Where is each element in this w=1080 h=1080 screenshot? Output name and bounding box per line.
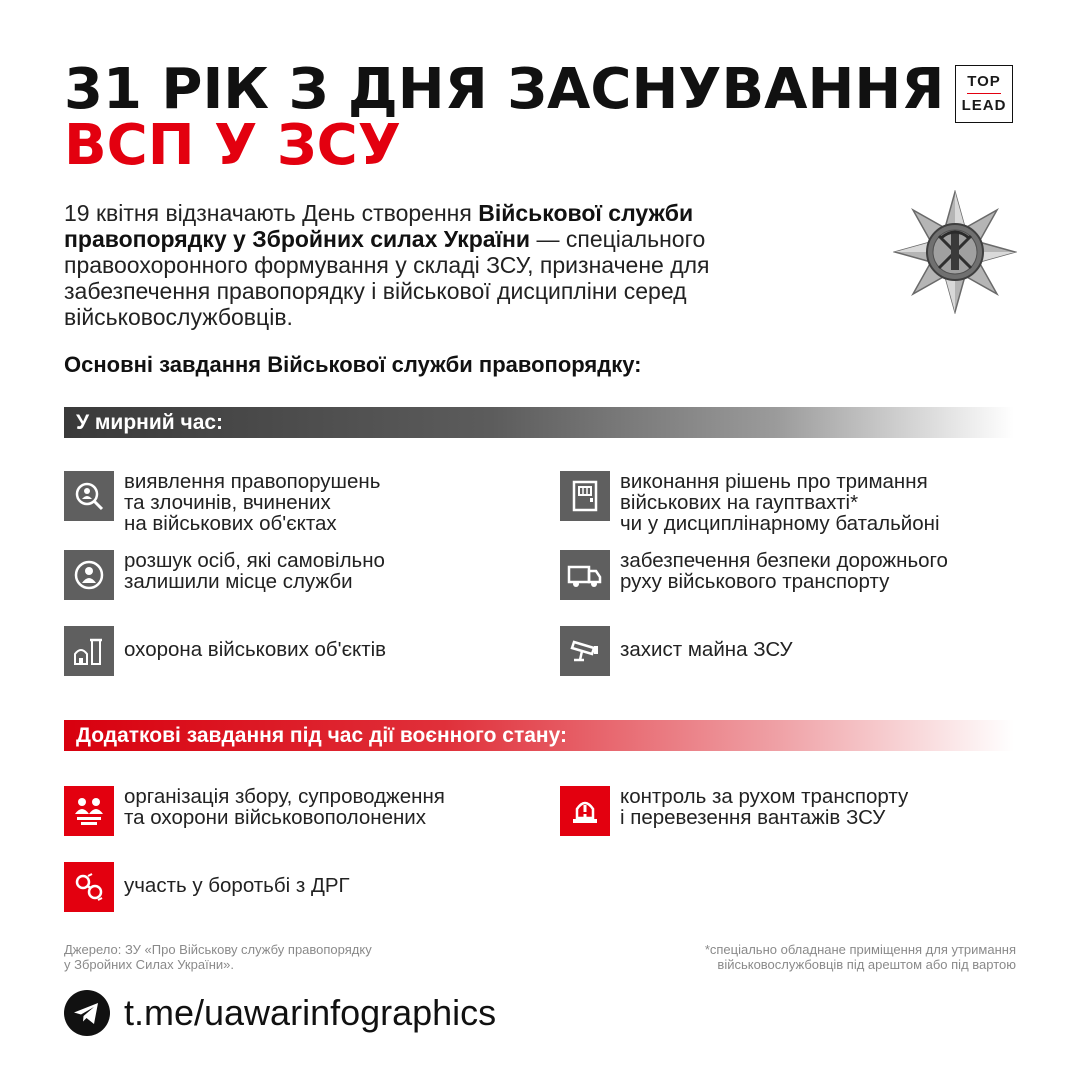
- siren-icon: [560, 786, 610, 836]
- martial-law-banner-label: Додаткові завдання під час дії воєнного стану:: [76, 723, 567, 747]
- intro-paragraph: [64, 200, 824, 330]
- logo-top-text: TOP: [967, 73, 1001, 90]
- task-text: виявлення правопорушень та злочинів, вчинених на військових об'єктах: [124, 470, 381, 535]
- task-item: [560, 550, 948, 600]
- page-title: 31 РІК З ДНЯ ЗАСНУВАННЯ: [64, 57, 945, 122]
- task-item: [64, 626, 386, 676]
- task-text: розшук осіб, які самовільно залишили місце служби: [124, 549, 385, 593]
- page-subtitle: ВСП У ЗСУ: [64, 113, 401, 178]
- security-camera-icon: [560, 626, 610, 676]
- intro-text-2: — спеціального правоохоронного формування у складі ЗСУ, призначене для забезпечення правопорядку і військової дисципліни серед військовослужбовців.: [64, 226, 710, 330]
- intro-bold: Військової служби правопорядку у Збройних силах України: [64, 200, 694, 252]
- martial-law-banner: [64, 720, 1014, 751]
- task-item: [64, 862, 350, 912]
- telegram-link[interactable]: t.me/uawarinfographics: [124, 992, 497, 1033]
- task-item: [64, 471, 380, 534]
- task-text: організація збору, супроводження та охорони військовополонених: [124, 785, 445, 829]
- military-base-icon: [64, 626, 114, 676]
- task-text: захист майна ЗСУ: [620, 638, 793, 661]
- task-text: участь у боротьбі з ДРГ: [124, 874, 350, 897]
- task-text: забезпечення безпеки дорожнього руху військового транспорту: [620, 549, 948, 593]
- footnote: *спеціально обладнане приміщення для утримання військовослужбовців під арештом або під вартою: [704, 942, 1016, 972]
- peacetime-banner-label: У мирний час:: [76, 410, 224, 434]
- military-law-enforcement-emblem-icon: [893, 190, 1017, 314]
- task-item: [560, 626, 793, 676]
- truck-icon: [560, 550, 610, 600]
- task-text: охорона військових об'єктів: [124, 638, 387, 661]
- source-note: Джерело: ЗУ «Про Військову службу правопорядку у Збройних Силах України».: [64, 942, 372, 972]
- task-item: [560, 471, 940, 534]
- task-text: контроль за рухом транспорту і перевезення вантажів ЗСУ: [620, 785, 909, 829]
- task-item: [64, 550, 385, 600]
- task-item: [64, 786, 445, 836]
- person-search-icon: [64, 550, 114, 600]
- tasks-heading: Основні завдання Військової служби правопорядку:: [64, 352, 642, 377]
- intro-text-1: 19 квітня відзначають День створення: [64, 200, 479, 226]
- peacetime-banner: [64, 407, 1014, 438]
- logo-bottom-text: LEAD: [961, 97, 1007, 114]
- prisoners-icon: [64, 786, 114, 836]
- telegram-icon: [64, 990, 110, 1036]
- cell-door-icon: [560, 471, 610, 521]
- handcuffs-icon: [64, 862, 114, 912]
- toplead-logo: [955, 65, 1013, 123]
- task-text: виконання рішень про тримання військових на гауптвахті* чи у дисциплінарному батальйоні: [620, 470, 940, 535]
- magnifier-icon: [64, 471, 114, 521]
- logo-divider: [967, 93, 1001, 94]
- task-item: [560, 786, 908, 836]
